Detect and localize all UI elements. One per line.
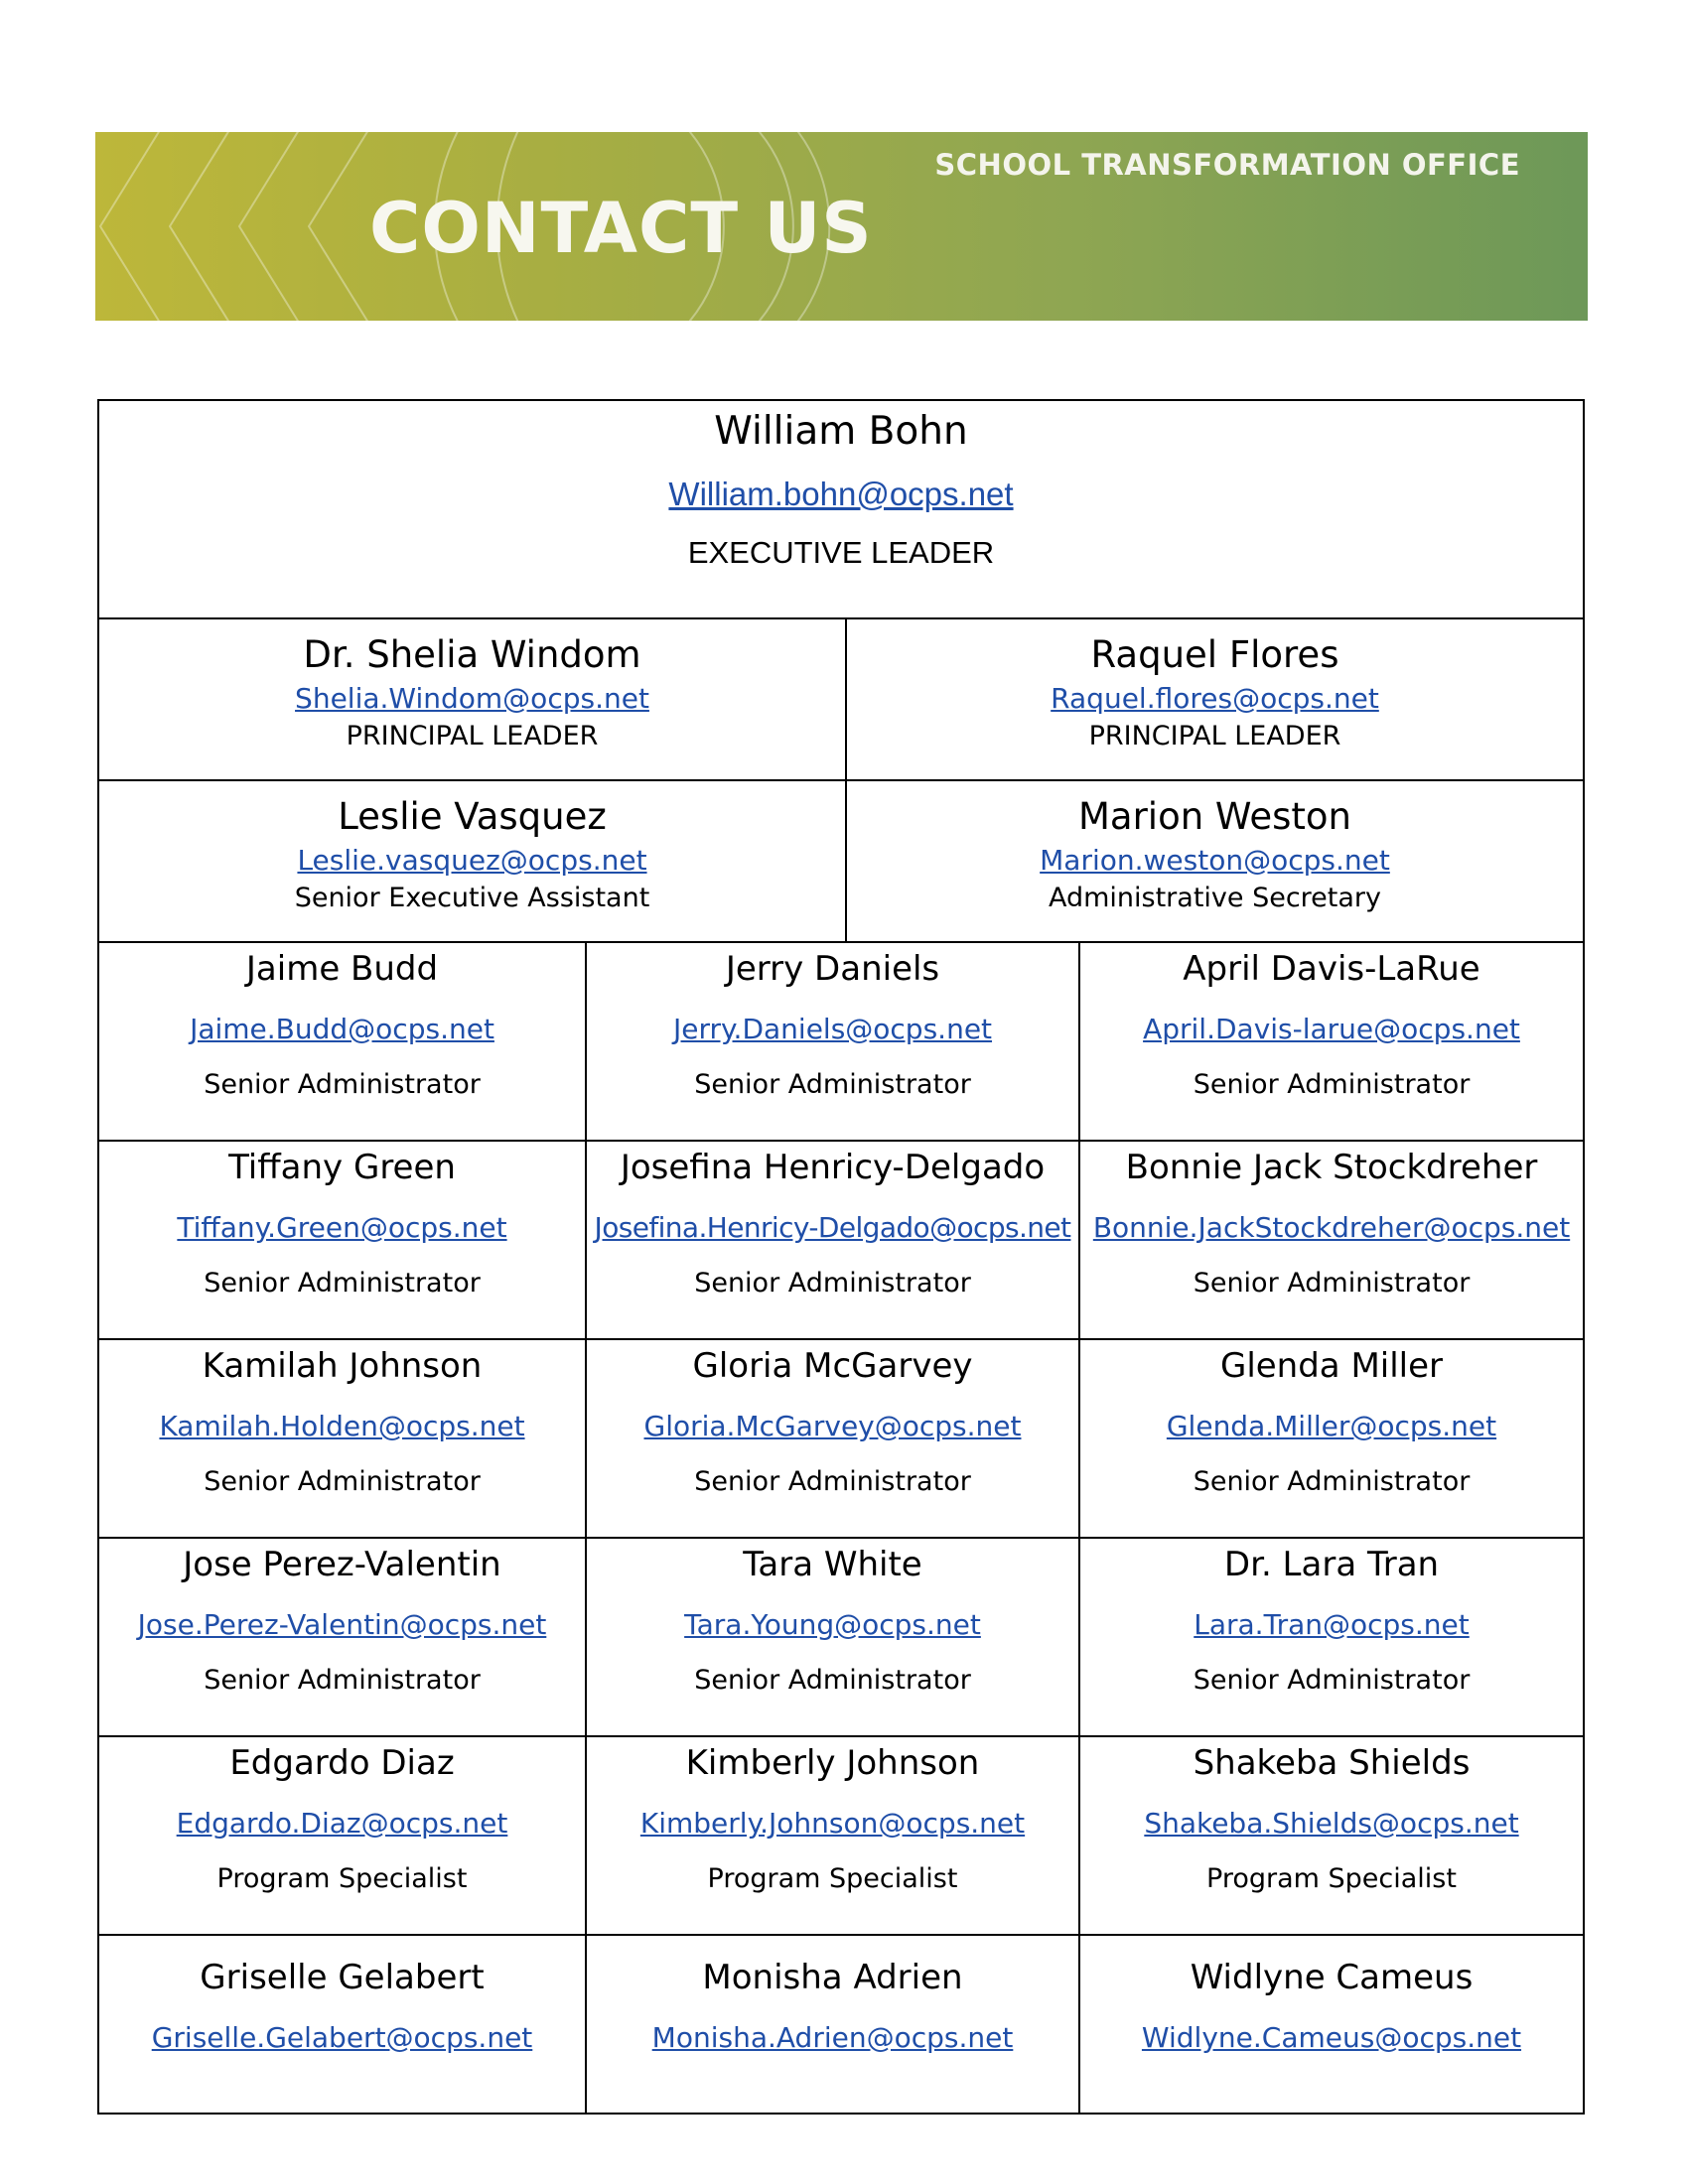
contact-name: William Bohn bbox=[714, 409, 968, 454]
contact-name: Tara White bbox=[743, 1545, 922, 1584]
contact-card bbox=[99, 1142, 585, 1338]
contact-email-link[interactable]: Glenda.Miller@ocps.net bbox=[1166, 1410, 1497, 1442]
contact-email-link[interactable]: Bonnie.JackStockdreher@ocps.net bbox=[1092, 1211, 1571, 1244]
contact-email-link[interactable]: Lara.Tran@ocps.net bbox=[1194, 1608, 1470, 1641]
table-row bbox=[99, 401, 1583, 617]
contact-email-link[interactable]: Jaime.Budd@ocps.net bbox=[190, 1013, 494, 1045]
contact-email-link[interactable]: April.Davis-larue@ocps.net bbox=[1143, 1013, 1520, 1045]
contact-card bbox=[585, 943, 1078, 1140]
office-name: SCHOOL TRANSFORMATION OFFICE bbox=[934, 148, 1520, 182]
contact-email-link[interactable]: Monisha.Adrien@ocps.net bbox=[651, 2021, 1014, 2054]
contact-role: Senior Administrator bbox=[204, 1268, 481, 1298]
contact-role: Senior Administrator bbox=[694, 1466, 971, 1497]
contact-role: Senior Administrator bbox=[694, 1069, 971, 1100]
contact-email-link[interactable]: Jerry.Daniels@ocps.net bbox=[672, 1013, 993, 1045]
contact-card bbox=[585, 1142, 1078, 1338]
contact-card bbox=[1078, 1142, 1583, 1338]
contact-name: Griselle Gelabert bbox=[200, 1958, 485, 1997]
contact-role: Senior Administrator bbox=[1193, 1268, 1471, 1298]
contact-card bbox=[99, 401, 1583, 617]
contact-role: Senior Executive Assistant bbox=[294, 883, 650, 913]
contact-name: Jose Perez-Valentin bbox=[183, 1545, 501, 1584]
contact-name: Widlyne Cameus bbox=[1190, 1958, 1474, 1997]
contact-card bbox=[99, 1737, 585, 1934]
contact-card bbox=[1078, 1936, 1583, 2113]
contact-role: Senior Administrator bbox=[204, 1069, 481, 1100]
contact-role: PRINCIPAL LEADER bbox=[346, 721, 599, 751]
table-row bbox=[99, 1140, 1583, 1338]
contact-email-link[interactable]: William.bohn@ocps.net bbox=[668, 476, 1014, 512]
contact-name: Josefina Henricy-Delgado bbox=[620, 1148, 1046, 1187]
contact-table bbox=[97, 399, 1585, 2115]
contact-role: Program Specialist bbox=[1206, 1863, 1457, 1894]
contact-name: Dr. Shelia Windom bbox=[303, 633, 641, 676]
contact-name: Dr. Lara Tran bbox=[1223, 1545, 1440, 1584]
contact-email-link[interactable]: Gloria.McGarvey@ocps.net bbox=[643, 1410, 1022, 1442]
contact-card bbox=[99, 1340, 585, 1537]
table-row bbox=[99, 1338, 1583, 1537]
contact-name: Monisha Adrien bbox=[702, 1958, 963, 1997]
contact-email-link[interactable]: Jose.Perez-Valentin@ocps.net bbox=[137, 1608, 547, 1641]
contact-name: April Davis-LaRue bbox=[1183, 949, 1480, 989]
page-title: CONTACT US bbox=[369, 188, 873, 269]
contact-role: Senior Administrator bbox=[1193, 1665, 1471, 1696]
contact-name: Raquel Flores bbox=[1090, 633, 1339, 676]
contact-role: Senior Administrator bbox=[694, 1665, 971, 1696]
contact-name: Edgardo Diaz bbox=[229, 1743, 455, 1783]
contact-card bbox=[99, 943, 585, 1140]
contact-role: Senior Administrator bbox=[1193, 1466, 1471, 1497]
contact-role: EXECUTIVE LEADER bbox=[687, 535, 995, 570]
contact-card bbox=[99, 619, 845, 779]
contact-card bbox=[1078, 943, 1583, 1140]
contact-role: Senior Administrator bbox=[694, 1268, 971, 1298]
contact-email-link[interactable]: Shakeba.Shields@ocps.net bbox=[1144, 1807, 1519, 1840]
contact-card bbox=[585, 1340, 1078, 1537]
contact-card bbox=[99, 781, 845, 941]
contact-email-link[interactable]: Shelia.Windom@ocps.net bbox=[295, 682, 649, 715]
table-row bbox=[99, 1934, 1583, 2113]
contact-email-link[interactable]: Josefina.Henricy-Delgado@ocps.net bbox=[594, 1211, 1071, 1244]
contact-role: Program Specialist bbox=[216, 1863, 468, 1894]
contact-card bbox=[585, 1936, 1078, 2113]
contact-role: Senior Administrator bbox=[1193, 1069, 1471, 1100]
contact-email-link[interactable]: Marion.weston@ocps.net bbox=[1040, 844, 1390, 877]
contact-name: Leslie Vasquez bbox=[338, 795, 607, 838]
contact-email-link[interactable]: Leslie.vasquez@ocps.net bbox=[297, 844, 647, 877]
contact-role: Administrative Secretary bbox=[1048, 883, 1382, 913]
contact-email-link[interactable]: Tara.Young@ocps.net bbox=[684, 1608, 981, 1641]
header-banner bbox=[95, 132, 1588, 321]
contact-card bbox=[585, 1737, 1078, 1934]
contact-email-link[interactable]: Griselle.Gelabert@ocps.net bbox=[151, 2021, 533, 2054]
contact-card bbox=[585, 1539, 1078, 1735]
contact-name: Kamilah Johnson bbox=[202, 1346, 483, 1386]
contact-card bbox=[1078, 1539, 1583, 1735]
table-row bbox=[99, 941, 1583, 1140]
contact-card bbox=[845, 619, 1583, 779]
contact-name: Tiffany Green bbox=[228, 1148, 456, 1187]
contact-name: Gloria McGarvey bbox=[692, 1346, 973, 1386]
contact-email-link[interactable]: Widlyne.Cameus@ocps.net bbox=[1141, 2021, 1522, 2054]
table-row bbox=[99, 617, 1583, 779]
contact-name: Jerry Daniels bbox=[725, 949, 940, 989]
contact-role: Senior Administrator bbox=[204, 1466, 481, 1497]
table-row bbox=[99, 779, 1583, 941]
contact-name: Glenda Miller bbox=[1219, 1346, 1444, 1386]
contact-card bbox=[99, 1936, 585, 2113]
contact-card bbox=[1078, 1737, 1583, 1934]
contact-email-link[interactable]: Edgardo.Diaz@ocps.net bbox=[176, 1807, 508, 1840]
table-row bbox=[99, 1735, 1583, 1934]
contact-name: Marion Weston bbox=[1078, 795, 1351, 838]
contact-card bbox=[1078, 1340, 1583, 1537]
contact-name: Kimberly Johnson bbox=[685, 1743, 980, 1783]
contact-name: Shakeba Shields bbox=[1193, 1743, 1471, 1783]
contact-name: Jaime Budd bbox=[245, 949, 439, 989]
contact-email-link[interactable]: Kamilah.Holden@ocps.net bbox=[159, 1410, 525, 1442]
contact-role: PRINCIPAL LEADER bbox=[1088, 721, 1341, 751]
contact-email-link[interactable]: Tiffany.Green@ocps.net bbox=[177, 1211, 507, 1244]
contact-card bbox=[99, 1539, 585, 1735]
contact-name: Bonnie Jack Stockdreher bbox=[1125, 1148, 1538, 1187]
contact-card bbox=[845, 781, 1583, 941]
contact-role: Senior Administrator bbox=[204, 1665, 481, 1696]
contact-email-link[interactable]: Raquel.flores@ocps.net bbox=[1051, 682, 1379, 715]
contact-email-link[interactable]: Kimberly.Johnson@ocps.net bbox=[639, 1807, 1026, 1840]
table-row bbox=[99, 1537, 1583, 1735]
contact-role: Program Specialist bbox=[707, 1863, 958, 1894]
